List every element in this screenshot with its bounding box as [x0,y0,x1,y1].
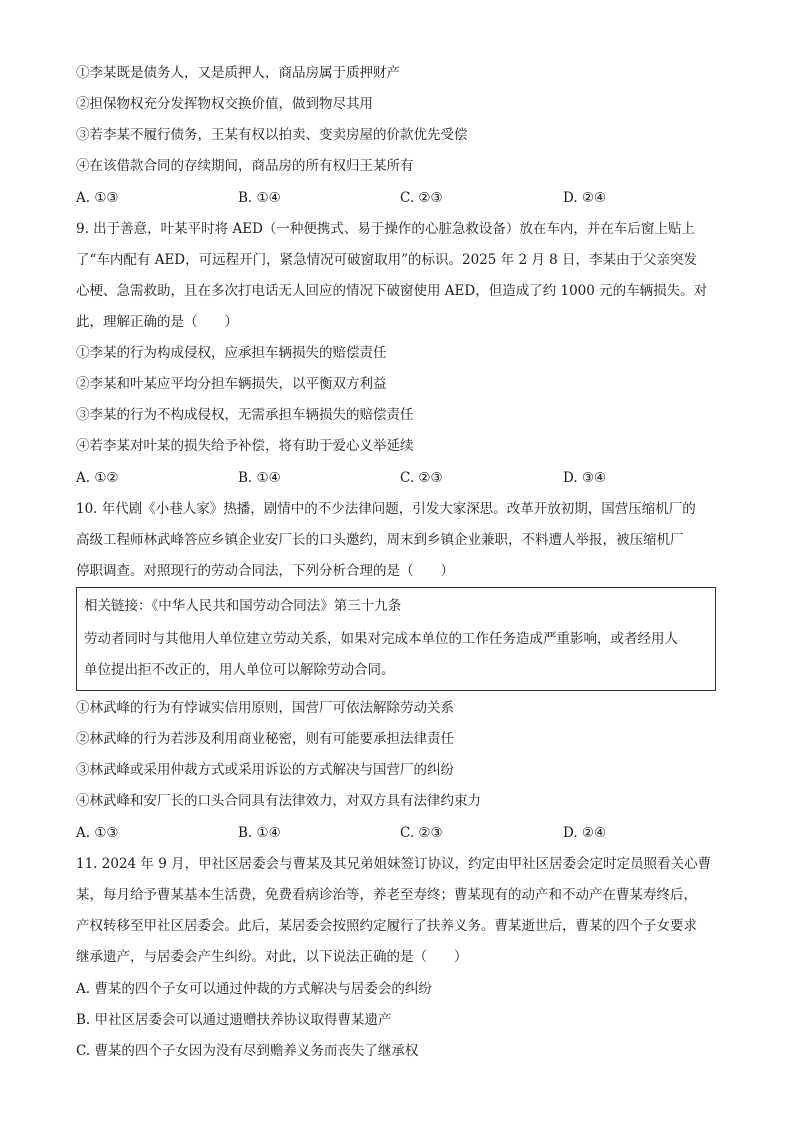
q8-option-c: C. ②③ [400,190,443,206]
q9-stem-line-4: 此，理解正确的是（ ） [76,314,238,330]
q10-stem-line-2: 高级工程师林武峰答应乡镇企业安厂长的口头邀约，周末到乡镇企业兼职，不料遭人举报，被压缩机厂 [76,532,684,548]
q10-option-d: D. ②④ [563,825,607,841]
related-link-text-line-1: 劳动者同时与其他用人单位建立劳动关系，如果对完成本单位的工作任务造成严重影响，或者经用人 [84,631,678,647]
related-link-box [76,587,716,691]
q10-stem-line-3: 停职调查。对照现行的劳动合同法，下列分析合理的是（ ） [76,563,454,579]
q9-statement-1: ①李某的行为构成侵权，应承担车辆损失的赔偿责任 [76,345,387,361]
q8-option-a: A. ①③ [76,190,119,206]
q10-statement-2: ②林武峰的行为若涉及利用商业秘密，则有可能要承担法律责任 [76,731,454,747]
q9-option-d: D. ③④ [563,470,607,486]
q11-choice-a: A. 曹某的四个子女可以通过仲裁的方式解决与居委会的纠纷 [76,981,432,997]
q8-option-d: D. ②④ [563,190,607,206]
q11-choice-c: C. 曹某的四个子女因为没有尽到赡养义务而丧失了继承权 [76,1043,419,1059]
q9-statement-2: ②李某和叶某应平均分担车辆损失，以平衡双方利益 [76,376,387,392]
q11-choice-b: B. 甲社区居委会可以通过遗赠扶养协议取得曹某遗产 [76,1012,392,1028]
q8-statement-3: ③若李某不履行债务，王某有权以拍卖、变卖房屋的价款优先受偿 [76,127,468,143]
q9-option-a: A. ①② [76,470,119,486]
q9-stem-line-1: 9. 出于善意，叶某平时将 AED（一种便携式、易于操作的心脏急救设备）放在车内，并在车后窗上贴上 [76,221,695,237]
q9-statement-3: ③李某的行为不构成侵权，无需承担车辆损失的赔偿责任 [76,407,414,423]
q8-statement-2: ②担保物权充分发挥物权交换价值，做到物尽其用 [76,96,373,112]
related-link-text-line-2: 单位提出拒不改正的，用人单位可以解除劳动合同。 [84,662,395,678]
q9-option-c: C. ②③ [400,470,443,486]
q8-statement-1: ①李某既是债务人，又是质押人，商品房属于质押财产 [76,65,400,81]
related-link-title: 相关链接：《中华人民共和国劳动合同法》第三十九条 [84,598,402,614]
q11-stem-line-3: 产权转移至甲社区居委会。此后，某居委会按照约定履行了扶养义务。曹某逝世后，曹某的四个子女要求 [76,918,697,934]
q9-stem-line-3: 心梗、急需救助，且在多次打电话无人回应的情况下破窗使用 AED，但造成了约 1000 元的车辆损失。对 [76,283,708,299]
q8-option-b: B. ①④ [238,190,281,206]
q9-stem-line-2: 了“车内配有 AED，可远程开门，紧急情况可破窗取用”的标识。2025 年 2 月 8 日，李某由于父亲突发 [76,252,698,268]
q10-statement-4: ④林武峰和安厂长的口头合同具有法律效力，对双方具有法律约束力 [76,793,481,809]
q11-stem-line-2: 某，每月给予曹某基本生活费，免费看病诊治等，养老至寿终；曹某现有的动产和不动产在曹某寿终后， [76,887,697,903]
q9-statement-4: ④若李某对叶某的损失给予补偿，将有助于爱心义举延续 [76,438,414,454]
q9-option-b: B. ①④ [238,470,281,486]
q10-statement-3: ③林武峰或采用仲裁方式或采用诉讼的方式解决与国营厂的纠纷 [76,762,454,778]
q10-stem-line-1: 10. 年代剧《小巷人家》热播，剧情中的不少法律问题，引发大家深思。改革开放初期，国营压缩机厂的 [76,501,696,517]
q10-statement-1: ①林武峰的行为有悖诚实信用原则，国营厂可依法解除劳动关系 [76,700,454,716]
q10-option-c: C. ②③ [400,825,443,841]
q8-statement-4: ④在该借款合同的存续期间，商品房的所有权归王某所有 [76,158,414,174]
q10-option-b: B. ①④ [238,825,281,841]
q11-stem-line-1: 11. 2024 年 9 月，甲社区居委会与曹某及其兄弟姐妹签订协议，约定由甲社区居委会定时定员照看关心曹 [76,856,712,872]
q10-option-a: A. ①③ [76,825,119,841]
q11-stem-line-4: 继承遗产，与居委会产生纠纷。对此，以下说法正确的是（ ） [76,949,468,965]
